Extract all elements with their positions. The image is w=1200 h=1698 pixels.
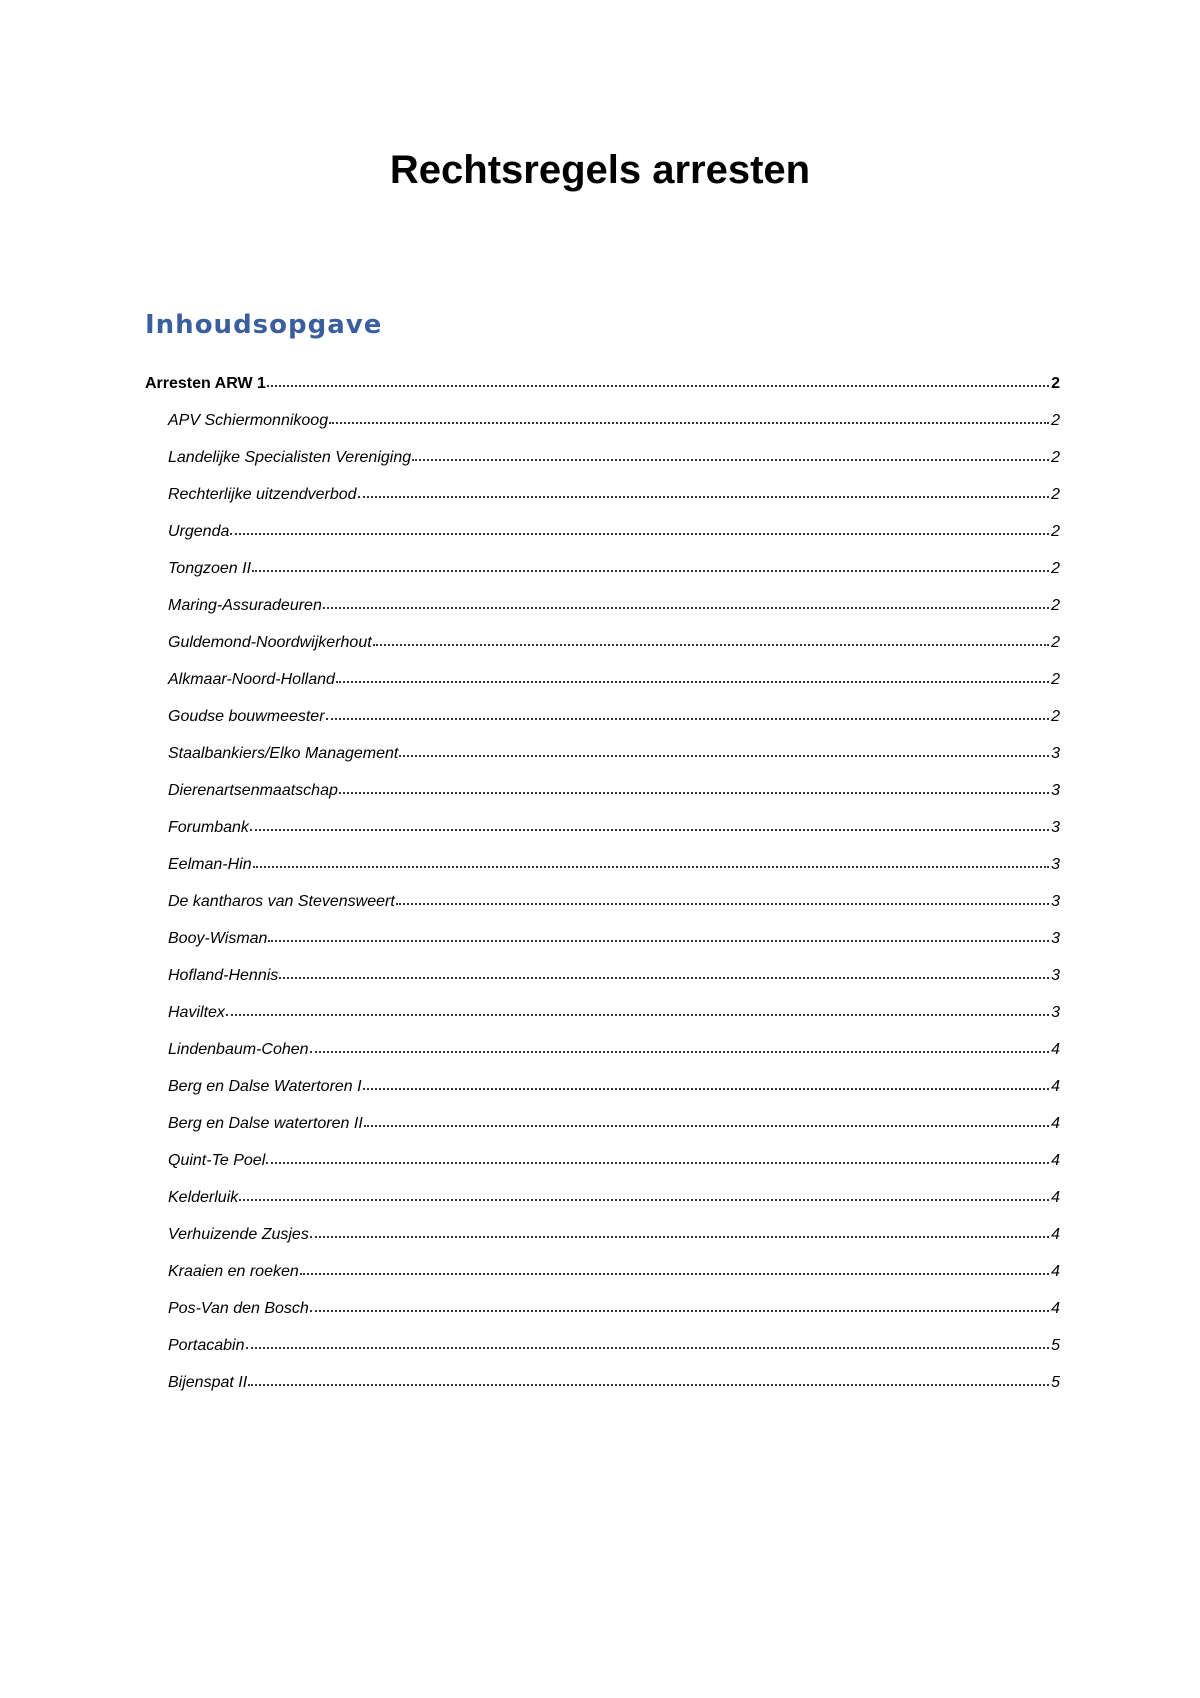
toc-entry[interactable] bbox=[145, 1040, 1060, 1077]
toc-entry[interactable] bbox=[145, 1262, 1060, 1299]
toc-entry-label: De kantharos van Stevensweert bbox=[168, 893, 395, 910]
toc-entry[interactable] bbox=[145, 1151, 1060, 1188]
toc-entry[interactable] bbox=[145, 448, 1060, 485]
dot-leader bbox=[373, 633, 1049, 647]
toc-page-number: 2 bbox=[1051, 412, 1060, 429]
toc-page-number: 2 bbox=[1051, 449, 1060, 466]
toc-entry-label: Alkmaar-Noord-Holland bbox=[168, 671, 335, 688]
toc-entry[interactable] bbox=[145, 1188, 1060, 1225]
toc-page-number: 2 bbox=[1051, 597, 1060, 614]
toc-page-number: 2 bbox=[1051, 486, 1060, 503]
document-title: Rechtsregels arresten bbox=[389, 148, 811, 192]
toc-entry-label: Berg en Dalse watertoren II bbox=[168, 1115, 363, 1132]
toc-entry[interactable] bbox=[145, 1077, 1060, 1114]
toc-entry[interactable] bbox=[145, 596, 1060, 633]
dot-leader bbox=[226, 1003, 1049, 1017]
dot-leader bbox=[310, 1225, 1049, 1239]
toc-entry[interactable] bbox=[145, 633, 1060, 670]
toc-entry[interactable] bbox=[145, 781, 1060, 818]
dot-leader bbox=[310, 1040, 1049, 1054]
toc-entry-label: Kelderluik bbox=[168, 1189, 239, 1206]
dot-leader bbox=[239, 1188, 1049, 1202]
toc-entry-label: Berg en Dalse Watertoren I bbox=[168, 1078, 362, 1095]
toc-entry-label: Rechterlijke uitzendverbod bbox=[168, 486, 357, 503]
toc-entry-label: Guldemond-Noordwijkerhout bbox=[168, 634, 372, 651]
toc-entry-label: APV Schiermonnikoog bbox=[168, 412, 329, 429]
toc-entry-label: Haviltex bbox=[168, 1004, 225, 1021]
toc-entry-label: Booy-Wisman bbox=[168, 930, 268, 947]
toc-entry[interactable] bbox=[145, 522, 1060, 559]
toc-page-number: 4 bbox=[1051, 1226, 1060, 1243]
toc-page-number: 2 bbox=[1051, 375, 1060, 392]
toc-entry-label: Pos-Van den Bosch bbox=[168, 1300, 309, 1317]
toc-entry-label: Lindenbaum-Cohen bbox=[168, 1041, 309, 1058]
toc-page-number: 3 bbox=[1051, 893, 1060, 910]
toc-page-number: 4 bbox=[1051, 1041, 1060, 1058]
toc-page-number: 2 bbox=[1051, 671, 1060, 688]
toc-entry-label: Forumbank bbox=[168, 819, 249, 836]
dot-leader bbox=[329, 411, 1049, 425]
toc-page-number: 2 bbox=[1051, 634, 1060, 651]
toc-entry[interactable] bbox=[145, 559, 1060, 596]
toc-entry[interactable] bbox=[145, 1373, 1060, 1410]
toc-entry[interactable] bbox=[145, 707, 1060, 744]
dot-leader bbox=[336, 670, 1049, 684]
toc-entry-label: Dierenartsenmaatschap bbox=[168, 782, 338, 799]
toc-page-number: 3 bbox=[1051, 930, 1060, 947]
toc-entry[interactable] bbox=[145, 966, 1060, 1003]
dot-leader bbox=[279, 966, 1049, 980]
dot-leader bbox=[246, 1336, 1050, 1350]
toc-section-entry[interactable] bbox=[145, 374, 1060, 411]
toc-entry-label: Tongzoen II bbox=[168, 560, 252, 577]
toc-entry-label: Verhuizende Zusjes bbox=[168, 1226, 309, 1243]
dot-leader bbox=[310, 1299, 1049, 1313]
toc-entry[interactable] bbox=[145, 855, 1060, 892]
dot-leader bbox=[358, 485, 1049, 499]
toc-entry-label: Arresten ARW 1 bbox=[145, 375, 266, 392]
toc-entry-label: Landelijke Specialisten Vereniging bbox=[168, 449, 412, 466]
toc-page-number: 3 bbox=[1051, 856, 1060, 873]
toc-page-number: 3 bbox=[1051, 782, 1060, 799]
dot-leader bbox=[339, 781, 1049, 795]
toc-page-number: 3 bbox=[1051, 1004, 1060, 1021]
dot-leader bbox=[364, 1114, 1049, 1128]
toc-entry[interactable] bbox=[145, 1336, 1060, 1373]
toc-entry[interactable] bbox=[145, 1299, 1060, 1336]
dot-leader bbox=[252, 559, 1049, 573]
toc-entry[interactable] bbox=[145, 818, 1060, 855]
toc-entry-label: Goudse bouwmeester bbox=[168, 708, 325, 725]
toc-entry[interactable] bbox=[145, 744, 1060, 781]
toc-entry-label: Eelman-Hin bbox=[168, 856, 252, 873]
toc-page-number: 3 bbox=[1051, 745, 1060, 762]
toc-page-number: 4 bbox=[1051, 1152, 1060, 1169]
toc-page-number: 4 bbox=[1051, 1300, 1060, 1317]
dot-leader bbox=[323, 596, 1049, 610]
toc-entry[interactable] bbox=[145, 411, 1060, 448]
toc-page-number: 4 bbox=[1051, 1115, 1060, 1132]
toc-entry[interactable] bbox=[145, 1225, 1060, 1262]
toc-entry[interactable] bbox=[145, 892, 1060, 929]
dot-leader bbox=[300, 1262, 1049, 1276]
toc-page-number: 5 bbox=[1051, 1337, 1060, 1354]
dot-leader bbox=[250, 818, 1049, 832]
dot-leader bbox=[230, 522, 1049, 536]
toc-entry-label: Portacabin bbox=[168, 1337, 245, 1354]
dot-leader bbox=[396, 892, 1049, 906]
dot-leader bbox=[266, 1151, 1049, 1165]
dot-leader bbox=[267, 374, 1049, 388]
dot-leader bbox=[363, 1077, 1049, 1091]
toc-page-number: 4 bbox=[1051, 1189, 1060, 1206]
dot-leader bbox=[248, 1373, 1049, 1387]
toc-entry-label: Kraaien en roeken bbox=[168, 1263, 299, 1280]
dot-leader bbox=[326, 707, 1049, 721]
dot-leader bbox=[253, 855, 1049, 869]
toc-entry[interactable] bbox=[145, 1003, 1060, 1040]
toc-entry[interactable] bbox=[145, 929, 1060, 966]
dot-leader bbox=[412, 448, 1049, 462]
toc-page-number: 2 bbox=[1051, 560, 1060, 577]
toc-entry[interactable] bbox=[145, 1114, 1060, 1151]
toc-entry-label: Staalbankiers/Elko Management bbox=[168, 745, 399, 762]
toc-entry-label: Quint-Te Poel bbox=[168, 1152, 266, 1169]
table-of-contents bbox=[145, 374, 1060, 1410]
toc-page-number: 3 bbox=[1051, 967, 1060, 984]
toc-page-number: 5 bbox=[1051, 1374, 1060, 1391]
toc-page-number: 4 bbox=[1051, 1263, 1060, 1280]
toc-entry-label: Hofland-Hennis bbox=[168, 967, 279, 984]
toc-page-number: 2 bbox=[1051, 708, 1060, 725]
toc-entry[interactable] bbox=[145, 670, 1060, 707]
toc-entry-label: Urgenda bbox=[168, 523, 230, 540]
dot-leader bbox=[268, 929, 1049, 943]
toc-entry-label: Bijenspat II bbox=[168, 1374, 248, 1391]
dot-leader bbox=[399, 744, 1049, 758]
toc-page-number: 3 bbox=[1051, 819, 1060, 836]
toc-heading: Inhoudsopgave bbox=[145, 310, 383, 340]
toc-page-number: 2 bbox=[1051, 523, 1060, 540]
toc-entry-label: Maring-Assuradeuren bbox=[168, 597, 322, 614]
toc-entry[interactable] bbox=[145, 485, 1060, 522]
toc-page-number: 4 bbox=[1051, 1078, 1060, 1095]
